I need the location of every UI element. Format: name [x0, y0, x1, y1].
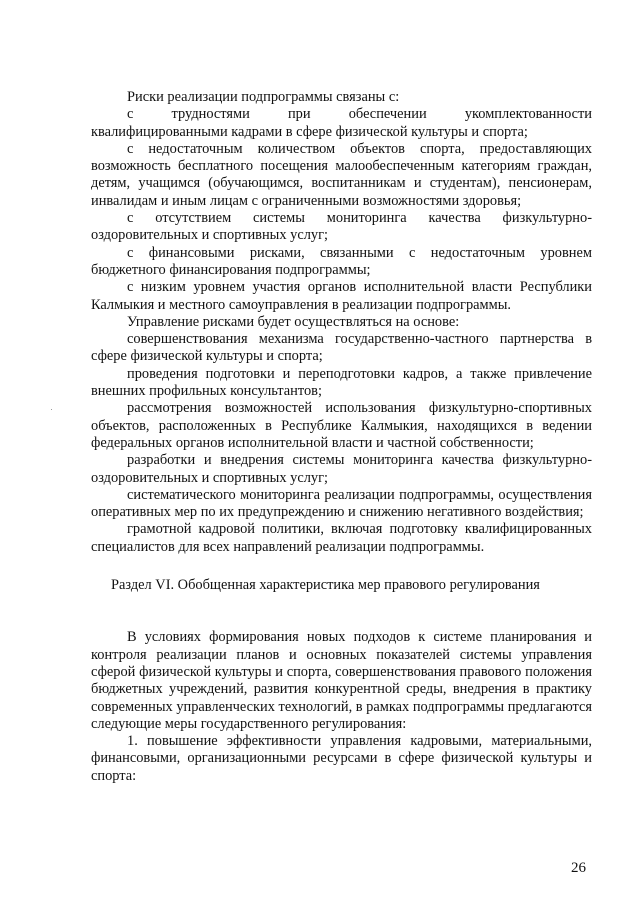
paragraph-risk-monitoring: с отсутствием системы мониторинга качества физкультурно-оздоровительных и спортивных услуг; [91, 210, 592, 244]
paragraph-measure-partnership: совершенствования механизма государственно-частного партнерства в сфере физической культуры и спорта; [91, 331, 592, 365]
paragraph-risks-intro: Риски реализации подпрограммы связаны с: [127, 89, 400, 105]
paragraph-risk-participation: с низким уровнем участия органов исполнительной власти Республики Калмыкия и местного самоуправления в реализации подпрограммы. [91, 279, 592, 313]
paragraph-risk-financial: с финансовыми рисками, связанными с недостаточным уровнем бюджетного финансирования подпрограммы; [91, 244, 592, 278]
paragraph-measure-systematic: систематического мониторинга реализации подпрограммы, осуществления оперативных мер по их предупреждению и снижению негативного воздействия; [91, 486, 592, 521]
paragraph-management-intro: Управление рисками будет осуществляться на основе: [127, 313, 460, 330]
section-heading: Раздел VI. Обобщенная характеристика мер правового регулирования [111, 577, 540, 594]
paragraph-measure-facilities: рассмотрения возможностей использования физкультурно-спортивных объектов, расположенных в Республике Калмыкия, находящихся в ведении федеральных органов исполнительной власти и частной собственности; [91, 400, 592, 451]
scan-speck [51, 409, 52, 410]
paragraph-measure-training: проведения подготовки и переподготовки кадров, а также привлечение внешних профильных консультантов; [91, 365, 592, 400]
paragraph-risk-staff: с трудностями при обеспечении укомплектованности квалифицированными кадрами в сфере физической культуры и спорта; [91, 106, 592, 140]
paragraph-measure-monitoring: разработки и внедрения системы мониторинга качества физкультурно-оздоровительных и спортивных услуг; [91, 452, 592, 486]
paragraph-measure-personnel: грамотной кадровой политики, включая подготовку квалифицированных специалистов для всех направлений реализации подпрограммы. [91, 521, 592, 555]
page-number: 26 [571, 860, 586, 876]
paragraph-risk-facilities: с недостаточным количеством объектов спорта, предоставляющих возможность бесплатного посещения малообеспеченным категориям граждан, детям, учащимся (обучающимся, воспитанникам и студентам), пенсионерам, инвалидам и иным лицам с ограниченными возможностями здоровья; [91, 140, 592, 209]
paragraph-regulation-intro: В условиях формирования новых подходов к системе планирования и контроля реализации планов и основных показателей системы управления сферой физической культуры и спорта, совершенствования правового положения бюджетных учреждений, развития конкурентной среды, внедрения в практику современных управленческих технологий, в рамках подпрограммы предлагаются следующие меры государственного регулирования: [91, 629, 592, 732]
page-body [91, 89, 592, 785]
paragraph-regulation-item-1: 1. повышение эффективности управления кадровыми, материальными, финансовыми, организационными ресурсами в сфере физической культуры и спорта: [91, 733, 592, 784]
